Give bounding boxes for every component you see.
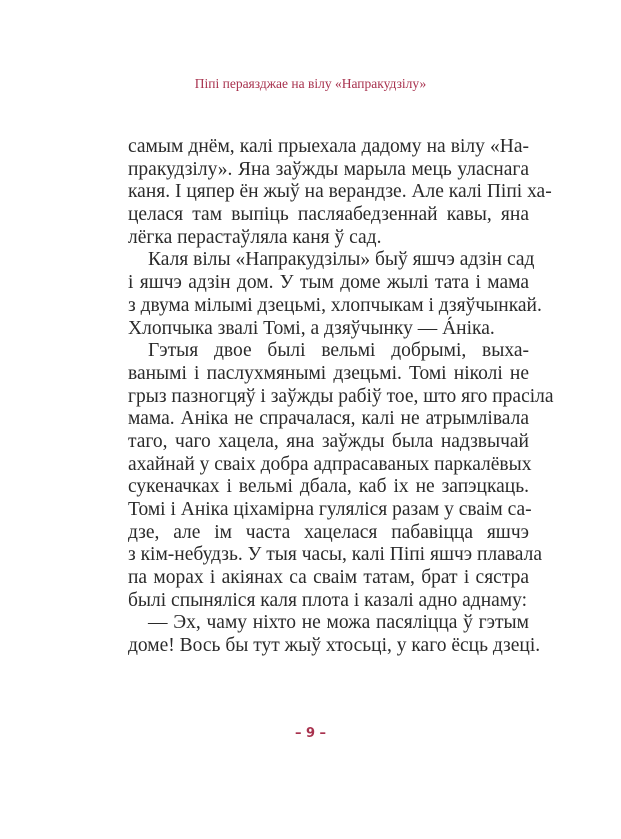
text-line: дзе, але ім часта хацелася пабавіцца яшчэ <box>128 521 529 543</box>
text-line: Томі і Аніка ціхамірна гуляліся разам у сваім са- <box>128 499 532 520</box>
text-line: па морах і акіянах са сваім татам, брат і сястра <box>128 567 529 589</box>
text-line: ванымі і паслухмянымі дзецьмі. Томі ніколі не <box>128 362 529 384</box>
text-line: з двума мілымі дзецьмі, хлопчыкам і дзяўчынкай. <box>128 294 542 316</box>
text-line: з кім-небудзь. У тыя часы, калі Піпі яшчэ плавала <box>128 544 542 566</box>
paragraph <box>128 249 542 340</box>
text-line: былі спыняліся каля плота і казалі адно аднаму: <box>128 589 528 611</box>
body-text <box>128 136 554 658</box>
text-line: Гэтыя двое былі вельмі добрымі, выха- <box>148 340 529 362</box>
text-line: сукеначках і вельмі дбала, каб іх не запэцкаць. <box>128 476 529 498</box>
text-line: лёгка перастаўляла каня ў сад. <box>128 226 382 248</box>
paragraph <box>128 340 554 612</box>
text-line: мама. Аніка не спрачалася, калі не атрымлівала <box>128 408 529 430</box>
text-line: ахайнай у сваіх добра адпрасаваных паркалёвых <box>128 453 532 475</box>
text-line: і яшчэ адзін дом. У тым доме жылі тата і мама <box>128 272 529 294</box>
paragraph <box>128 612 541 657</box>
page-number: – 9 – <box>294 726 327 741</box>
text-line: Каля вілы «Напракудзілы» быў яшчэ адзін сад <box>148 249 535 271</box>
running-header: Пiпi пераязджае на вiлу «Напракудзiлу» <box>194 76 427 91</box>
text-line: грыз пазногцяў і заўжды рабіў тое, што яго прасіла <box>128 385 554 407</box>
text-line: доме! Вось бы тут жыў хтосьці, у каго ёсць дзеці. <box>128 635 541 657</box>
text-line: Хлопчыка звалі Томі, а дзяўчынку — Áніка. <box>128 317 495 339</box>
text-line: каня. І цяпер ён жыў на верандзе. Але калі Піпі ха- <box>128 181 552 203</box>
text-line: целася там выпіць пасляабедзеннай кавы, яна <box>128 204 529 226</box>
paragraph <box>128 136 552 249</box>
text-line: пракудзілу». Яна заўжды марыла мець уласнага <box>128 158 529 180</box>
text-line: самым днём, калі прыехала дадому на вілу «На- <box>128 136 529 157</box>
text-line: — Эх, чаму ніхто не можа пасяліцца ў гэтым <box>148 612 529 634</box>
text-line: таго, чаго хацела, яна заўжды была надзвычай <box>128 430 529 452</box>
